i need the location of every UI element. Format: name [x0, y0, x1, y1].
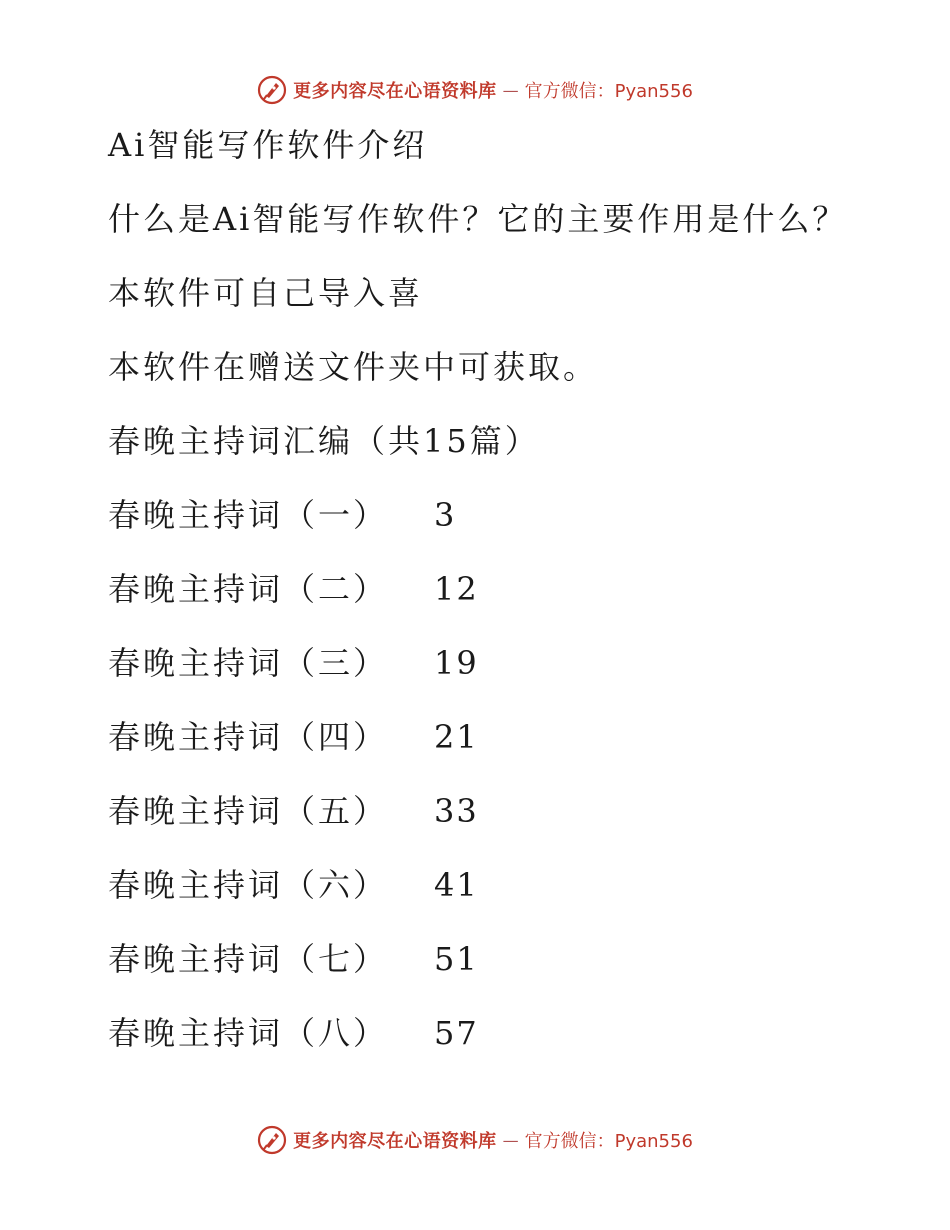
toc-label: 春晚主持词（七） [108, 940, 389, 978]
footer-brand [257, 1125, 693, 1155]
document-body [108, 125, 908, 1087]
toc-page-number: 3 [434, 496, 457, 534]
toc-label: 春晚主持词（三） [108, 644, 389, 682]
toc-page-number: 57 [434, 1014, 479, 1052]
toc-label: 春晚主持词（四） [108, 718, 389, 756]
toc-page-number: 41 [434, 866, 479, 904]
header-brand-text: 更多内容尽在心语资料库 [293, 81, 497, 102]
doc-title: Ai智能写作软件介绍 [108, 126, 428, 164]
toc-entry[interactable] [108, 791, 908, 831]
toc-page-number: 51 [434, 940, 479, 978]
footer-brand-text: 更多内容尽在心语资料库 [293, 1131, 497, 1152]
toc-page-number: 12 [434, 570, 479, 608]
header-wechat: 官方微信：Pyan556 [524, 81, 693, 102]
toc-entry[interactable] [108, 865, 908, 905]
doc-question: 什么是Ai智能写作软件？它的主要作用是什么？ [108, 200, 848, 238]
toc-label: 春晚主持词（二） [108, 570, 389, 608]
doc-text-import: 本软件可自己导入喜 [108, 274, 424, 312]
toc-page-number: 19 [434, 644, 479, 682]
toc-label: 春晚主持词（一） [108, 496, 389, 534]
toc-label: 春晚主持词（六） [108, 866, 389, 904]
toc-entry[interactable] [108, 1013, 908, 1053]
doc-collection-title: 春晚主持词汇编（共15篇） [108, 422, 540, 460]
footer-dash: — [502, 1130, 519, 1150]
footer-wechat: 官方微信：Pyan556 [524, 1131, 693, 1152]
toc-entry[interactable] [108, 643, 908, 683]
toc-entry[interactable] [108, 569, 908, 609]
page-footer [0, 1120, 950, 1160]
toc-entry[interactable] [108, 939, 908, 979]
toc-entry[interactable] [108, 495, 908, 535]
toc-page-number: 21 [434, 718, 479, 756]
pen-nib-icon [257, 75, 287, 105]
toc-label: 春晚主持词（五） [108, 792, 389, 830]
toc-page-number: 33 [434, 792, 479, 830]
header-brand [257, 75, 693, 105]
toc-entry[interactable] [108, 717, 908, 757]
header-dash: — [502, 80, 519, 100]
page-header [0, 70, 950, 110]
pen-nib-icon [257, 1125, 287, 1155]
toc-label: 春晚主持词（八） [108, 1014, 389, 1052]
doc-text-folder: 本软件在赠送文件夹中可获取。 [108, 348, 599, 386]
